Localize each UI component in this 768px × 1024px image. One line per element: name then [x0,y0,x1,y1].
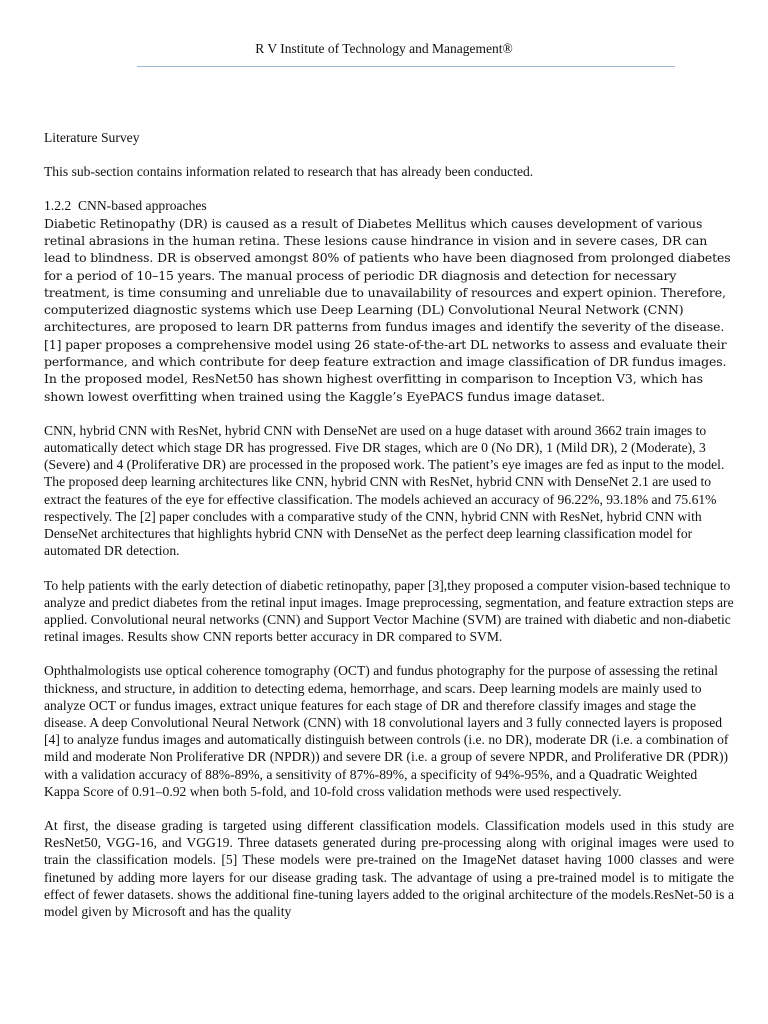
header-divider [137,66,675,67]
subsection-heading [44,197,734,214]
paragraph-disease-grading: At first, the disease grading is targeted using different classification models. Classification models used in this study are ResNet50, VGG-16, and VGG19. Three datasets generated during pre-processing along with original images were used to train the classification models. [5] These models were pre-trained on the ImageNet dataset having 1000 classes and were finetuned by adding more layers for our disease grading task. The advantage of using a pre-trained model is to mitigate the effect of fewer datasets. shows the additional fine-tuning layers added to the original architecture of the models.ResNet-50 is a model given by Microsoft and has the quality [44,817,734,919]
document-body [44,129,734,920]
subsection-number: 1.2.2 [44,198,72,214]
paragraph-oct-fundus: Ophthalmologists use optical coherence tomography (OCT) and fundus photography for the purpose of assessing the retinal thickness, and structure, in addition to detecting edema, hemorrhage, and scars. Deep learning models are mainly used to analyze OCT or fundus images, extract unique features for each stage of DR and therefore classify images and stage the disease. A deep Convolutional Neural Network (CNN) with 18 convolutional layers and 3 fully connected layers is proposed [4] to analyze fundus images and automatically distinguish between controls (i.e. no DR), moderate DR (i.e. a combination of mild and moderate Non Proliferative DR (NPDR)) and severe DR (i.e. a group of severe NPDR, and Proliferative DR (PDR)) with a validation accuracy of 88%-89%, a sensitivity of 87%-89%, a specificity of 94%-95%, and a Quadratic Weighted Kappa Score of 0.91–0.92 when both 5-fold, and 10-fold cross validation methods were used respectively. [44,663,729,799]
section-title: Literature Survey [44,130,140,145]
subsection-title: CNN-based approaches [77,198,207,214]
paragraph-hybrid-cnn: CNN, hybrid CNN with ResNet, hybrid CNN with DenseNet are used on a huge dataset with around 3662 train images to automatically detect which stage DR has progressed. Five DR stages, which are 0 (No DR), 1 (Mild DR), 2 (Moderate), 3 (Severe) and 4 (Proliferative DR) are processed in the proposed work. The patient’s eye images are fed as input to the model. The proposed deep learning architectures like CNN, hybrid CNN with ResNet, hybrid CNN with DenseNet 2.1 are used to extract the features of the eye for effective classification. The models achieved an accuracy of 96.22%, 93.18% and 75.61% respectively. The [2] paper concludes with a comparative study of the CNN, hybrid CNN with ResNet, hybrid CNN with DenseNet architectures that highlights hybrid CNN with DenseNet as the perfect deep learning classification model for automated DR detection. [44,422,725,559]
section-intro: This sub-section contains information related to research that has already been conducted. [44,164,534,180]
page-header: R V Institute of Technology and Management® [255,41,513,56]
paragraph-cnn-svm: To help patients with the early detection of diabetic retinopathy, paper [3],they proposed a computer vision-based technique to analyze and predict diabetes from the retinal input images. Image preprocessing, segmentation, and feature extraction steps are applied. Convolutional neural networks (CNN) and Support Vector Machine (SVM) are trained with diabetic and non-diabetic retinal images. Results show CNN reports better accuracy in DR compared to SVM. [44,577,734,645]
paragraph-dr-overview: Diabetic Retinopathy (DR) is caused as a result of Diabetes Mellitus which causes development of various retinal abrasions in the human retina. These lesions cause hindrance in vision and in severe cases, DR can lead to blindness. DR is observed amongst 80% of patients who have been diagnosed from prolonged diabetes for a period of 10–15 years. The manual process of periodic DR diagnosis and detection for necessary treatment, is time consuming and unreliable due to unavailability of resources and expert opinion. Therefore, computerized diagnostic systems which use Deep Learning (DL) Convolutional Neural Network (CNN) architectures, are proposed to learn DR patterns from fundus images and identify the severity of the disease. [1] paper proposes a comprehensive model using 26 state-of-the-art DL networks to assess and evaluate their performance, and which contribute for deep feature extraction and image classification of DR fundus images. In the proposed model, ResNet50 has shown highest overfitting in comparison to Inception V3, which has shown lowest overfitting when trained using the Kaggle’s EyePACS fundus image dataset. [44,215,731,404]
